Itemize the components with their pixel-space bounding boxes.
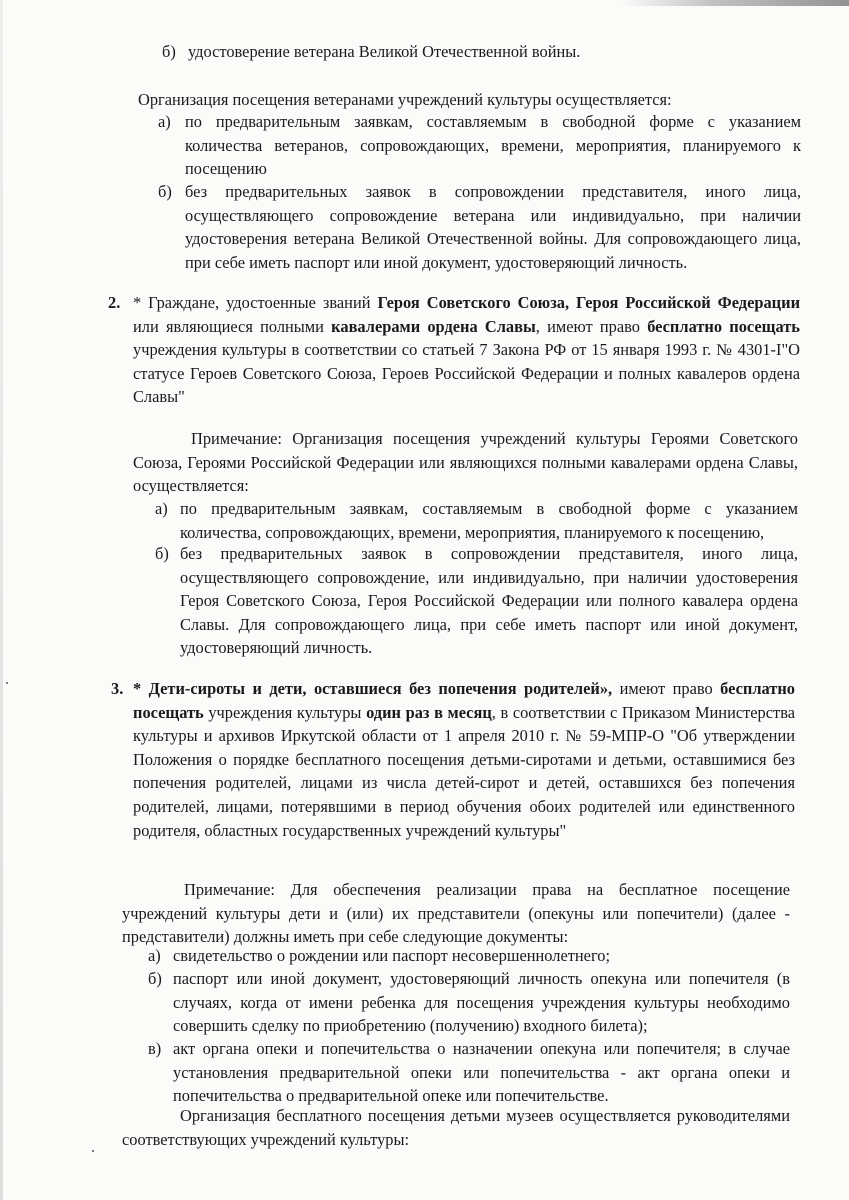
list-item (158, 180, 801, 274)
section-3-closing: Организация бесплатного посещения детьми музеев осуществляется руководителями соответствующих учреждений культуры: (122, 1106, 790, 1149)
text-run: , имеют право (535, 316, 648, 336)
list-item (148, 944, 790, 968)
list-marker: а) (155, 499, 168, 518)
list-item (148, 967, 790, 1038)
text-run: или являющиеся полными (133, 316, 332, 336)
section-3-note: Примечание: Для обеспечения реализации права на бесплатное посещение учреждений культуры дети и (или) их представители (опекуны или попечители) (далее - представители) должны иметь при себе следующие документы: (122, 880, 790, 947)
list-item (148, 1037, 790, 1108)
list-text: без предварительных заявок в сопровождении представителя, иного лица, осуществляющего сопровождение, или индивидуально, при наличии удостоверения Героя Советского Союза, Героя Российской Федерации или полного кавалера ордена Славы. Для сопровождающего лица, при себе иметь паспорт или иной документ, удостоверяющий личность. (180, 544, 798, 658)
list-item (162, 40, 802, 64)
text-run: * Граждане, удостоенные званий (133, 293, 378, 312)
section-number: 3. (111, 679, 124, 698)
list-item (155, 497, 798, 544)
text-run: имеют право (612, 679, 721, 698)
list-marker: а) (148, 946, 161, 965)
text-run: учреждения культуры в соответствии со статьей 7 Закона РФ от 15 января 1993 г. № 4301-I"О статусе Героев Советского Союза, Героев Российской Федерации и полных кавалеров ордена Славы" (133, 340, 800, 407)
list-text: акт органа опеки и попечительства о назначении опекуна или попечителя; в случае установления предварительной опеки или попечительства - акт органа опеки и попечительства о предварительной опеке или попечительстве. (173, 1039, 790, 1106)
list-marker: в) (148, 1039, 162, 1058)
list-marker: б) (155, 544, 169, 563)
bold-run: бесплатно посещать (133, 679, 795, 722)
scan-speck (92, 1150, 94, 1152)
list-text: удостоверение ветерана Великой Отечественной войны. (188, 42, 581, 61)
list-item (155, 542, 798, 660)
bold-run: один раз в месяц (366, 702, 492, 722)
paragraph-org-intro: Организация посещения ветеранами учреждений культуры осуществляется: (138, 90, 672, 109)
bold-run: Героя Советского Союза, Героя Российской Федерации (377, 293, 801, 312)
section-number: 2. (108, 293, 121, 312)
list-text: по предварительным заявкам, составляемым в свободной форме с указанием количества, сопровождающих, времени, мероприятия, планируемого к посещению, (180, 499, 798, 542)
section-3-paragraph (133, 677, 795, 842)
text-run: , в соответствии с Приказом Министерства культуры и архивов Иркутской области от 1 апреля 2010 г. № 59-МПР-О "Об утверждении Положения о порядке бесплатного посещения детьми-сиротами и детьми, оставшимися без попечения родителей, лицами из числа детей-сирот и детей, оставшихся без попечения родителей, лицами, потерявшими в период обучения обоих родителей или единственного родителя, областных государственных учреждений культуры" (133, 702, 795, 840)
bold-run: кавалерами ордена Славы (331, 316, 536, 336)
list-text: свидетельство о рождении или паспорт несовершеннолетнего; (173, 946, 611, 965)
list-marker: б) (158, 182, 172, 201)
bold-run: * Дети-сироты и дети, оставшиеся без попечения родителей», (133, 679, 613, 698)
list-marker: б) (148, 969, 162, 988)
scan-edge-top (620, 0, 849, 6)
section-2-note: Примечание: Организация посещения учреждений культуры Героями Советского Союза, Героями Российской Федерации или являющихся полными кавалерами ордена Славы, осуществляется: (133, 429, 798, 496)
list-item (158, 110, 801, 181)
text-run: учреждения культуры (203, 702, 367, 722)
list-text: без предварительных заявок в сопровождении представителя, иного лица, осуществляющего сопровождение ветерана или индивидуально, при наличии удостоверения ветерана Великой Отечественной войны. Для сопровождающего лица, при себе иметь паспорт или иной документ, удостоверяющий личность. (185, 182, 801, 272)
list-text: паспорт или иной документ, удостоверяющий личность опекуна или попечителя (в случаях, когда от имени ребенка для посещения учреждения культуры необходимо совершить сделку по приобретению (получению) входного билета); (173, 969, 790, 1036)
list-marker: б) (162, 42, 176, 61)
section-2-paragraph (133, 291, 800, 409)
scan-edge-left (0, 0, 3, 1200)
scan-speck (6, 682, 8, 684)
list-text: по предварительным заявкам, составляемым в свободной форме с указанием количества ветеранов, сопровождающих, времени, мероприятия, планируемого к посещению (185, 112, 801, 179)
list-marker: а) (158, 112, 171, 131)
bold-run: бесплатно посещать (647, 316, 800, 336)
